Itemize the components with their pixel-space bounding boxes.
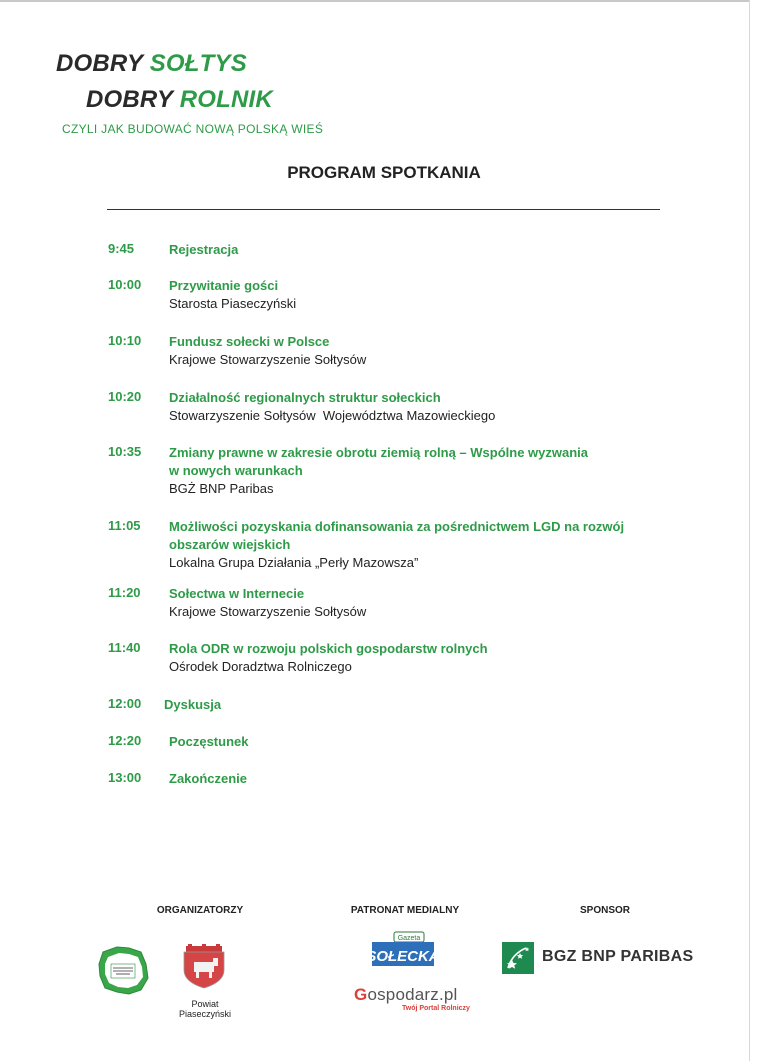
title-word-rolnik: ROLNIK bbox=[179, 86, 273, 113]
bnp-stars-icon bbox=[502, 942, 534, 974]
item-time: 12:20 bbox=[108, 733, 142, 748]
bnp-paribas-name: BGZ BNP PARIBAS bbox=[542, 948, 694, 965]
gospodarz-tagline: Twój Portal Rolniczy bbox=[402, 1005, 470, 1012]
organizers-label: ORGANIZATORZY bbox=[156, 905, 244, 916]
item-topic-line-1: Zmiany prawne w zakresie obrotu ziemią rolną – Wspólne wyzwania bbox=[169, 445, 589, 460]
item-time: 13:00 bbox=[108, 770, 142, 785]
item-topic-line-2: obszarów wiejskich bbox=[169, 537, 291, 552]
item-speaker: Stowarzyszenie Sołtysów Województwa Mazowieckiego bbox=[169, 408, 496, 423]
item-time: 10:10 bbox=[108, 333, 142, 348]
item-topic-line-2: w nowych warunkach bbox=[169, 463, 303, 478]
solecka-logo-top-text: Gazeta bbox=[397, 935, 421, 942]
item-time: 9:45 bbox=[108, 241, 135, 256]
gazeta-solecka-logo bbox=[366, 932, 440, 968]
powiat-name bbox=[166, 999, 244, 1019]
sponsor-label: SPONSOR bbox=[579, 905, 630, 916]
title-word-dobry: DOBRY bbox=[56, 50, 143, 77]
item-body bbox=[169, 444, 649, 498]
item-body bbox=[169, 389, 649, 425]
item-topic-line-1: Możliwości pozyskania dofinansowania za pośrednictwem LGD na rozwój bbox=[169, 519, 625, 534]
item-body bbox=[169, 277, 649, 313]
item-body bbox=[169, 518, 649, 572]
item-time: 11:05 bbox=[108, 518, 141, 533]
item-body bbox=[169, 241, 649, 259]
gospodarz-logo bbox=[354, 985, 458, 1005]
item-body bbox=[169, 640, 649, 676]
media-patron-label: PATRONAT MEDIALNY bbox=[350, 905, 460, 916]
kss-logo bbox=[95, 942, 151, 998]
item-topic: Rejestracja bbox=[169, 242, 239, 257]
title-word-dobry-2: DOBRY bbox=[86, 86, 173, 113]
item-topic: Działalność regionalnych struktur sołeckich bbox=[169, 390, 441, 405]
item-speaker: Ośrodek Doradztwa Rolniczego bbox=[169, 659, 352, 674]
scan-top-edge bbox=[0, 0, 750, 2]
item-time: 11:20 bbox=[108, 585, 141, 600]
item-speaker: Krajowe Stowarzyszenie Sołtysów bbox=[169, 352, 367, 367]
item-topic: Rola ODR w rozwoju polskich gospodarstw rolnych bbox=[169, 641, 488, 656]
title-word-soltys: SOŁTYS bbox=[149, 50, 247, 77]
program-heading: PROGRAM SPOTKANIA bbox=[287, 163, 481, 182]
gospodarz-logo-g: G bbox=[354, 985, 368, 1004]
item-time: 10:20 bbox=[108, 389, 142, 404]
item-topic: Zakończenie bbox=[169, 771, 248, 786]
item-time: 10:00 bbox=[108, 277, 142, 292]
item-topic: Poczęstunek bbox=[169, 734, 249, 749]
item-time: 10:35 bbox=[108, 444, 142, 459]
subtitle: CZYLI JAK BUDOWAĆ NOWĄ POLSKĄ WIEŚ bbox=[62, 122, 324, 136]
item-body bbox=[169, 733, 649, 751]
gospodarz-logo-text: ospodarz.pl bbox=[367, 985, 458, 1004]
item-time: 12:00 bbox=[108, 696, 142, 711]
powiat-line-2: Piaseczyński bbox=[178, 1009, 232, 1019]
heading-divider bbox=[107, 209, 660, 210]
item-topic: Przywitanie gości bbox=[169, 278, 279, 293]
item-body bbox=[164, 696, 644, 714]
title-line-2 bbox=[86, 86, 273, 114]
scan-right-edge bbox=[749, 0, 750, 1061]
item-topic: Sołectwa w Internecie bbox=[169, 586, 305, 601]
solecka-logo-text: SOŁECKA bbox=[366, 948, 440, 965]
powiat-crest-logo bbox=[180, 944, 228, 988]
title-line-1 bbox=[56, 50, 247, 78]
item-speaker: Krajowe Stowarzyszenie Sołtysów bbox=[169, 604, 367, 619]
item-topic: Dyskusja bbox=[164, 697, 222, 712]
item-topic: Fundusz sołecki w Polsce bbox=[169, 334, 330, 349]
item-speaker: Starosta Piaseczyński bbox=[169, 296, 297, 311]
item-body bbox=[169, 585, 649, 621]
item-time: 11:40 bbox=[108, 640, 141, 655]
item-body bbox=[169, 770, 649, 788]
item-speaker: BGŻ BNP Paribas bbox=[169, 481, 274, 496]
item-body bbox=[169, 333, 649, 369]
powiat-line-1: Powiat bbox=[191, 999, 219, 1009]
item-speaker: Lokalna Grupa Działania „Perły Mazowsza” bbox=[169, 555, 419, 570]
